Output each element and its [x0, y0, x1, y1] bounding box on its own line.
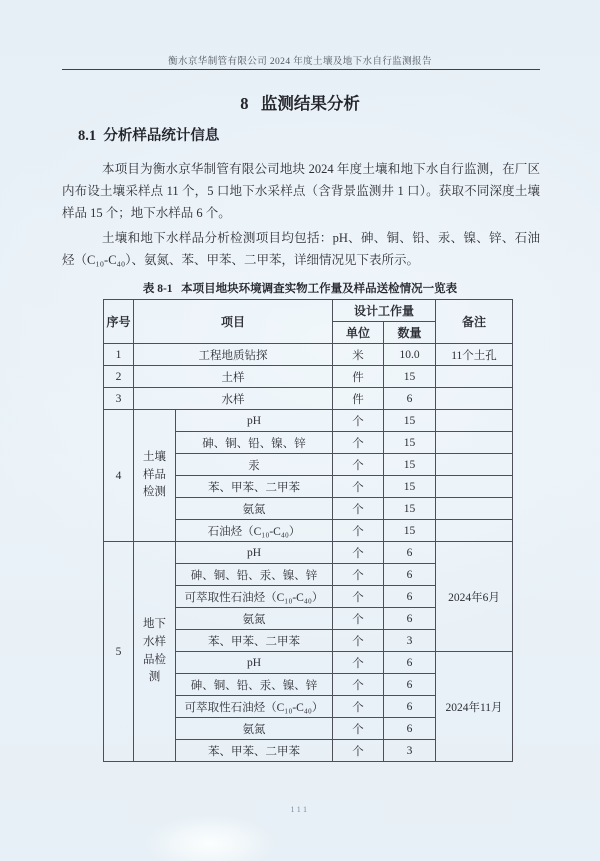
cell-qty: 15: [384, 366, 436, 388]
cell-qty: 15: [384, 520, 436, 542]
cell-item: 砷、铜、铅、汞、镍、锌: [176, 564, 333, 586]
cell-seq-soil: 4: [104, 410, 134, 542]
cell-unit: 个: [333, 630, 384, 652]
cell-unit: 个: [333, 454, 384, 476]
cell-item: 砷、铜、铅、汞、镍、锌: [176, 674, 333, 696]
cell-unit: 个: [333, 740, 384, 762]
cell-qty: 6: [384, 586, 436, 608]
cell-qty: 6: [384, 674, 436, 696]
cell-qty: 3: [384, 630, 436, 652]
cell-item: 工程地质钻探: [134, 344, 333, 366]
cell-seq: 1: [104, 344, 134, 366]
cell-unit: 个: [333, 586, 384, 608]
cell-qty: 6: [384, 652, 436, 674]
cell-qty: 6: [384, 608, 436, 630]
cell-qty: 6: [384, 388, 436, 410]
cell-item: 石油烃（C₁₀-C₄₀）: [176, 520, 333, 542]
cell-remark: [436, 366, 513, 388]
cell-remark: [436, 410, 513, 432]
cell-qty: 6: [384, 564, 436, 586]
cell-item: pH: [176, 542, 333, 564]
cell-remark-november: 2024年11月: [436, 652, 513, 762]
cell-qty: 15: [384, 454, 436, 476]
cell-unit: 件: [333, 388, 384, 410]
cell-remark: [436, 520, 513, 542]
cell-remark: 11个土孔: [436, 344, 513, 366]
cell-unit: 个: [333, 498, 384, 520]
header-row-1: [104, 300, 513, 322]
table-row: [104, 410, 513, 432]
chapter-title: 8 监测结果分析: [240, 94, 360, 113]
cell-remark-june: 2024年6月: [436, 542, 513, 652]
cell-qty: 6: [384, 542, 436, 564]
col-header-quantity: 数量: [384, 322, 436, 344]
cell-item: 苯、甲苯、二甲苯: [176, 630, 333, 652]
cell-unit: 个: [333, 520, 384, 542]
paragraph-analysis-items: 土壤和地下水样品分析检测项目均包括：pH、砷、铜、铅、汞、镍、锌、石油烃（C₁₀-C₄₀）、氨氮、苯、甲苯、二甲苯，详细情况见下表所示。: [62, 231, 540, 267]
work-quantity-table: [103, 299, 513, 762]
cell-item: pH: [176, 410, 333, 432]
table-row: [104, 542, 513, 564]
cell-item: 砷、铜、铅、镍、锌: [176, 432, 333, 454]
cell-unit: 个: [333, 696, 384, 718]
section-heading: 8.1 分析样品统计信息: [78, 128, 220, 144]
cell-item: 氨氮: [176, 718, 333, 740]
page-number: 111: [290, 805, 310, 814]
cell-remark: [436, 476, 513, 498]
col-header-item: 项目: [134, 300, 333, 344]
cell-seq: 2: [104, 366, 134, 388]
cell-qty: 6: [384, 718, 436, 740]
cell-seq-groundwater: 5: [104, 542, 134, 762]
cell-unit: 个: [333, 410, 384, 432]
cell-group-groundwater: 地下水样品检测: [134, 542, 176, 762]
cell-unit: 个: [333, 652, 384, 674]
cell-remark: [436, 498, 513, 520]
cell-group-soil: 土壤样品检测: [134, 410, 176, 542]
cell-unit: 件: [333, 366, 384, 388]
cell-qty: 15: [384, 410, 436, 432]
table-row: [104, 388, 513, 410]
col-header-design-workload: 设计工作量: [333, 300, 436, 322]
cell-item: 可萃取性石油烃（C₁₀-C₄₀）: [176, 696, 333, 718]
cell-item: 氨氮: [176, 608, 333, 630]
cell-unit: 个: [333, 432, 384, 454]
table-row: [104, 366, 513, 388]
cell-remark: [436, 454, 513, 476]
cell-unit: 个: [333, 718, 384, 740]
cell-item: 氨氮: [176, 498, 333, 520]
cell-unit: 个: [333, 608, 384, 630]
cell-item: 土样: [134, 366, 333, 388]
cell-unit: 个: [333, 542, 384, 564]
cell-item: 汞: [176, 454, 333, 476]
cell-qty: 15: [384, 432, 436, 454]
cell-unit: 个: [333, 564, 384, 586]
cell-unit: 个: [333, 476, 384, 498]
cell-qty: 3: [384, 740, 436, 762]
cell-qty: 15: [384, 476, 436, 498]
col-header-seq: 序号: [104, 300, 134, 344]
col-header-remark: 备注: [436, 300, 513, 344]
header-rule: [62, 69, 540, 70]
cell-item: 可萃取性石油烃（C₁₀-C₄₀）: [176, 586, 333, 608]
cell-qty: 15: [384, 498, 436, 520]
cell-item: 苯、甲苯、二甲苯: [176, 476, 333, 498]
table-caption: 表 8-1 本项目地块环境调查实物工作量及样品送检情况一览表: [142, 283, 458, 295]
running-header: 衡水京华制管有限公司 2024 年度土壤及地下水自行监测报告: [168, 57, 432, 67]
table-row: [104, 344, 513, 366]
col-header-unit: 单位: [333, 322, 384, 344]
cell-unit: 个: [333, 674, 384, 696]
cell-seq: 3: [104, 388, 134, 410]
cell-item: 苯、甲苯、二甲苯: [176, 740, 333, 762]
cell-qty: 10.0: [384, 344, 436, 366]
cell-qty: 6: [384, 696, 436, 718]
body-text: [62, 158, 540, 271]
cell-remark: [436, 432, 513, 454]
cell-item: pH: [176, 652, 333, 674]
cell-unit: 米: [333, 344, 384, 366]
cell-remark: [436, 388, 513, 410]
paragraph-sampling-summary: 本项目为衡水京华制管有限公司地块 2024 年度土壤和地下水自行监测，在厂区内布设土壤采样点 11 个，5 口地下水采样点（含背景监测井 1 口）。获取不同深度土壤样品 15 个；地下水样品 6 个。: [62, 162, 540, 220]
cell-item: 水样: [134, 388, 333, 410]
